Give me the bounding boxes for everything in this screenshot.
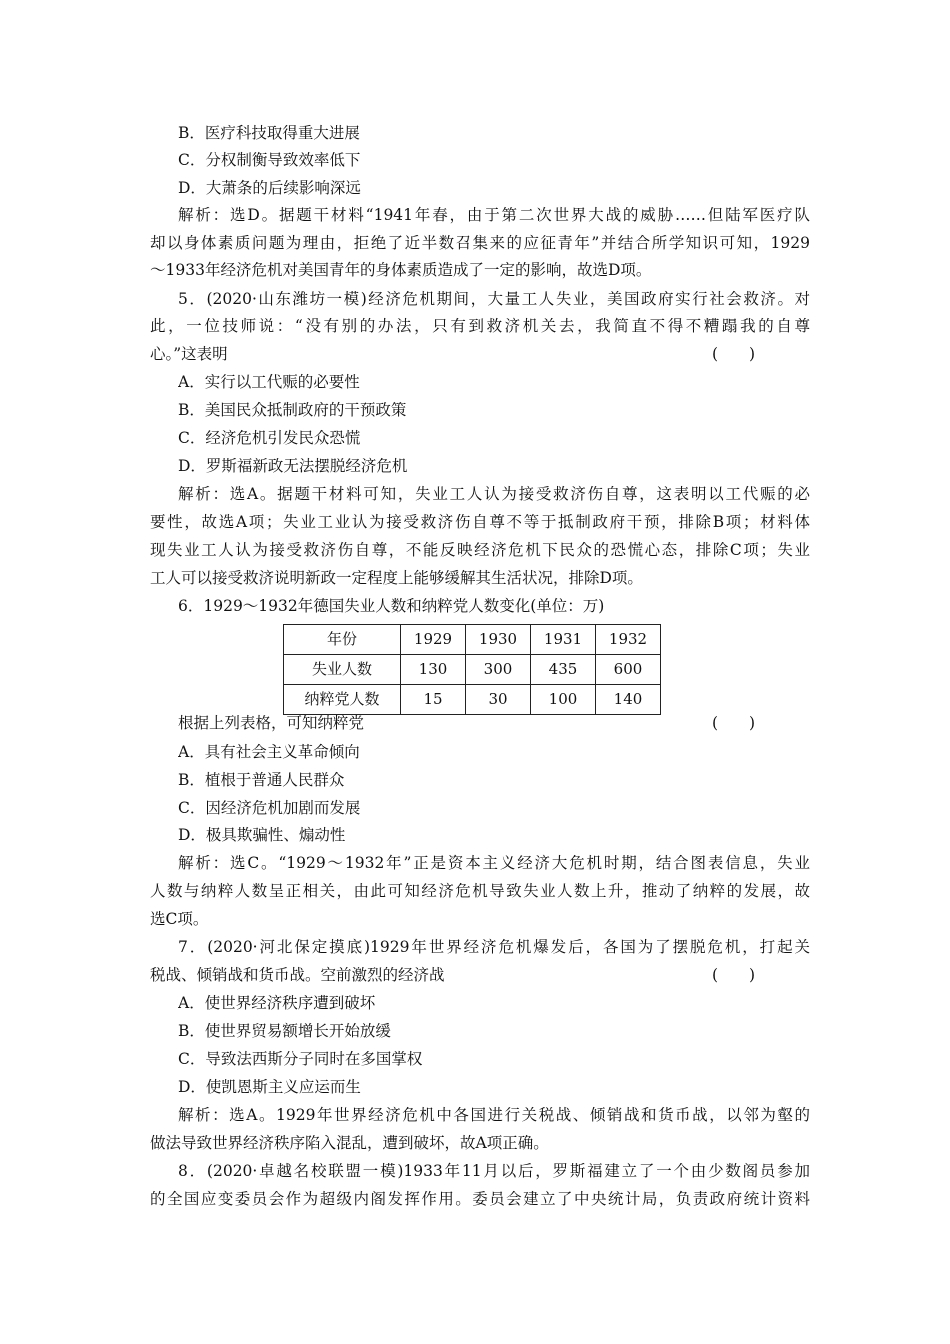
- analysis-line: 解析：选D。据题干材料“1941年春，由于第二次世界大战的威胁……但陆军医疗队: [178, 206, 810, 224]
- analysis-line: ～1933年经济危机对美国青年的身体素质造成了一定的影响，故选D项。: [150, 261, 652, 279]
- option-a: A．具有社会主义革命倾向: [178, 743, 360, 761]
- analysis-line: 现失业工人认为接受救济伤自尊，不能反映经济危机下民众的恐慌心态，排除C项；失业: [150, 541, 810, 559]
- table-cell: 435: [531, 655, 596, 685]
- table-cell: 1930: [466, 625, 531, 655]
- table-cell: 1932: [596, 625, 661, 655]
- analysis-line: 做法导致世界经济秩序陷入混乱，遭到破坏，故A项正确。: [150, 1134, 549, 1152]
- analysis-line: 却以身体素质问题为理由，拒绝了近半数召集来的应征青年”并结合所学知识可知，1929: [150, 234, 810, 252]
- analysis-line: 解析：选A。1929年世界经济危机中各国进行关税战、倾销战和货币战，以邻为壑的: [178, 1106, 810, 1124]
- option-b: B．使世界贸易额增长开始放缓: [178, 1022, 391, 1040]
- analysis-line: 工人可以接受救济说明新政一定程度上能够缓解其生活状况，排除D项。: [150, 569, 643, 587]
- answer-paren: ( ): [712, 345, 756, 363]
- analysis-line: 选C项。: [150, 910, 209, 928]
- question-5-stem: 心。”这表明: [150, 345, 228, 363]
- analysis-line: 要性，故选A项；失业工业认为接受救济伤自尊不等于抵制政府干预，排除B项；材料体: [150, 513, 810, 531]
- option-d: D．罗斯福新政无法摆脱经济危机: [178, 457, 408, 475]
- option-a: A．实行以工代赈的必要性: [178, 373, 360, 391]
- data-table: [283, 624, 661, 715]
- table-cell: 600: [596, 655, 661, 685]
- answer-paren: ( ): [712, 966, 756, 984]
- table-row: [284, 655, 661, 685]
- question-5-stem: 5．(2020·山东潍坊一模)经济危机期间，大量工人失业，美国政府实行社会救济。对: [178, 290, 810, 308]
- option-c: C．导致法西斯分子同时在多国掌权: [178, 1050, 423, 1068]
- table-cell: 140: [596, 685, 661, 715]
- table-cell: 15: [401, 685, 466, 715]
- option-a: A．使世界经济秩序遭到破坏: [178, 994, 376, 1012]
- option-d: D．大萧条的后续影响深远: [178, 179, 361, 197]
- table-cell: 300: [466, 655, 531, 685]
- table-cell: 30: [466, 685, 531, 715]
- answer-paren: ( ): [712, 714, 756, 732]
- table-cell: 1931: [531, 625, 596, 655]
- table-cell: 年份: [284, 625, 401, 655]
- question-7-stem: 7．(2020·河北保定摸底)1929年世界经济危机爆发后，各国为了摆脱危机，打起关: [178, 938, 810, 956]
- table-cell: 130: [401, 655, 466, 685]
- option-c: C．因经济危机加剧而发展: [178, 799, 361, 817]
- table-cell: 100: [531, 685, 596, 715]
- table-cell: 失业人数: [284, 655, 401, 685]
- analysis-line: 解析：选C。“1929～1932年”正是资本主义经济大危机时期，结合图表信息，失业: [178, 854, 810, 872]
- option-c: C．分权制衡导致效率低下: [178, 151, 361, 169]
- question-6-stem: 6．1929～1932年德国失业人数和纳粹党人数变化(单位：万): [178, 597, 605, 615]
- option-b: B．医疗科技取得重大进展: [178, 124, 360, 142]
- question-8-stem: 的全国应变委员会作为超级内阁发挥作用。委员会建立了中央统计局，负责政府统计资料: [150, 1190, 810, 1208]
- option-d: D．极具欺骗性、煽动性: [178, 826, 346, 844]
- option-d: D．使凯恩斯主义应运而生: [178, 1078, 361, 1096]
- option-b: B．美国民众抵制政府的干预政策: [178, 401, 407, 419]
- question-6-prompt: 根据上列表格，可知纳粹党: [178, 714, 365, 732]
- table-header-row: [284, 625, 661, 655]
- question-8-stem: 8．(2020·卓越名校联盟一模)1933年11月以后，罗斯福建立了一个由少数阁员参加: [178, 1162, 810, 1180]
- table-cell: 1929: [401, 625, 466, 655]
- question-7-stem: 税战、倾销战和货币战。空前激烈的经济战: [150, 966, 445, 984]
- option-b: B．植根于普通人民群众: [178, 771, 345, 789]
- question-5-stem: 此，一位技师说：“没有别的办法，只有到救济机关去，我简直不得不糟蹋我的自尊: [150, 317, 810, 335]
- analysis-line: 解析：选A。据题干材料可知，失业工人认为接受救济伤自尊，这表明以工代赈的必: [178, 485, 810, 503]
- table-cell: 纳粹党人数: [284, 685, 401, 715]
- analysis-line: 人数与纳粹人数呈正相关，由此可知经济危机导致失业人数上升，推动了纳粹的发展，故: [150, 882, 810, 900]
- option-c: C．经济危机引发民众恐慌: [178, 429, 361, 447]
